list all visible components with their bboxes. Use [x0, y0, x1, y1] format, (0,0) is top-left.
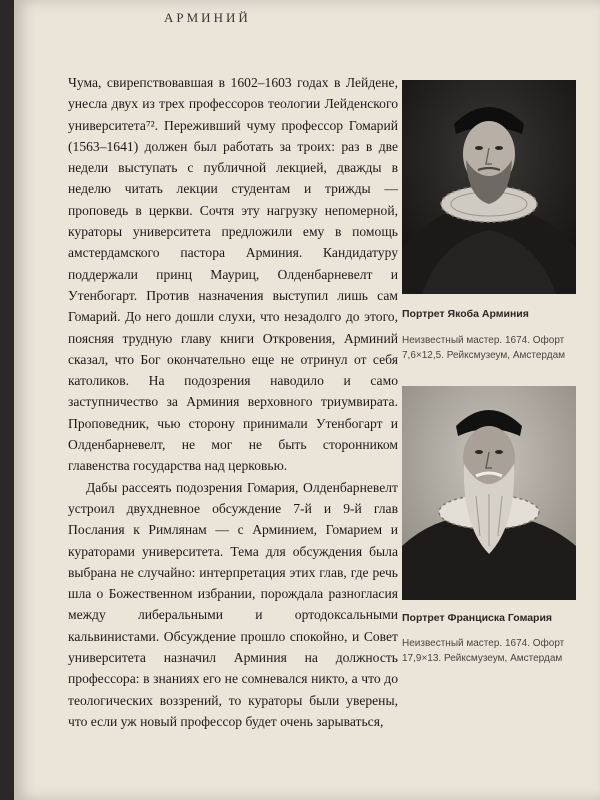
book-page — [14, 0, 600, 800]
figure-1-title: Портрет Якоба Арминия — [402, 308, 529, 320]
running-head: АРМИНИЙ — [164, 10, 251, 25]
figure-2-note-line-1: Неизвестный мастер. 1674. Офорт — [402, 638, 565, 649]
figure-2-note — [402, 636, 592, 666]
body-text — [68, 72, 398, 732]
paragraph-1: Чума, свирепствовавшая в 1602–1603 годах в Лейдене, унесла двух из трех профессоров теологии Лейденского университета⁷². Переживший чуму профессор Гомарий (1563–1641) должен был работать за троих: раз в две недели выступать с публичной лекцией, дважды в неделю читать лекции студентам и трижды — проповедь в церкви. Сочтя эту нагрузку непомерной, кураторы университета предложили ему в помощь амстердамского пастора Арминия. Кандидатуру поддержали принц Мауриц, Олденбарневелт и Утенбогарт. Против назначения выступил лишь сам Гомарий. До него дошли слухи, что незадолго до этого, поясняя трудную главу книги Откровения, Арминий сказал, что Бог окончательно еще не отринул от себя католиков. На подозрения наводило и само заступничество за Арминия верховного триумвирата. Проповедник, чью сторону принимали Утенбогарт и Олденбарневелт, не мог не быть сторонником главенства государства над церковью. — [68, 75, 398, 474]
figure-1-note-line-1: Неизвестный мастер. 1674. Офорт — [402, 335, 565, 346]
figure-1-note — [402, 333, 592, 363]
figure-2-note-line-2: 17,9×13. Рейксмузеум, Амстердам — [402, 653, 563, 664]
gomarus-portrait — [402, 386, 576, 600]
figure-2-title: Портрет Франциска Гомария — [402, 612, 553, 624]
figure-1-note-line-2: 7,6×12,5. Рейксмузеум, Амстердам — [402, 350, 566, 361]
arminius-portrait — [402, 80, 576, 294]
paragraph-2: Дабы рассеять подозрения Гомария, Олденбарневелт устроил двухдневное обсуждение 7-й и 9-й глав Послания к Римлянам — с Арминием, Гомарием и кураторами университета. Тема для обсуждения была выбрана не случайно: интерпретация этих глав, где речь шла о Божественном избрании, порождала разногласия между либеральными и ортодоксальными кальвинистами. Обсуждение прошло спокойно, и Совет университета назначил Арминия на должность профессора: в знаниях его не сомневался никто, а что до теологических воззрений, то кураторы были уверены, что если уж новый профессор будет очень зарываться, — [68, 479, 398, 729]
